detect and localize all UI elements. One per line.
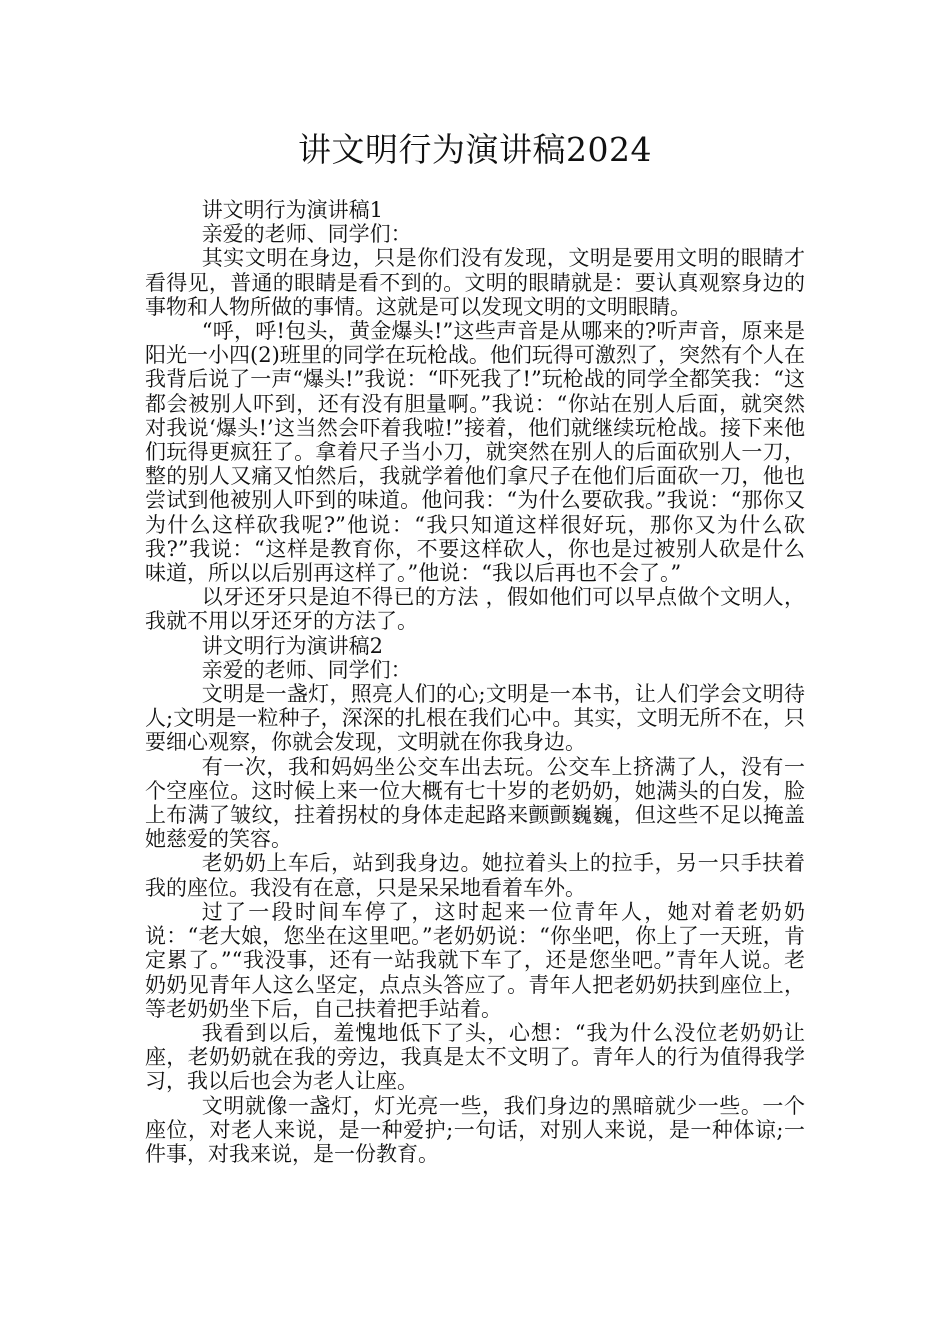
section-heading-2: 讲文明行为演讲稿2 xyxy=(201,633,384,658)
document-title: 讲文明行为演讲稿2024 xyxy=(298,130,652,169)
paragraph: 我看到以后，羞愧地低下了头，心想：“我为什么没位老奶奶让座，老奶奶就在我的旁边，我真是太不文明了。青年人的行为值得我学习，我以后也会为老人让座。 xyxy=(145,1020,805,1094)
salutation-1: 亲爱的老师、同学们： xyxy=(201,222,412,247)
salutation-2: 亲爱的老师、同学们： xyxy=(201,657,412,682)
paragraph: 文明就像一盏灯，灯光亮一些，我们身边的黑暗就少一些。一个座位，对老人来说，是一种爱护;一句话，对别人来说，是一种体谅;一件事，对我来说，是一份教育。 xyxy=(145,1093,805,1166)
paragraph: 有一次，我和妈妈坐公交车出去玩。公交车上挤满了人，没有一个空座位。这时候上来一位大概有七十岁的老奶奶，她满头的白发，脸上布满了皱纹，拄着拐杖的身体走起路来颤颤巍巍，但这些不足以掩盖她慈爱的笑容。 xyxy=(145,754,805,852)
paragraph: 其实文明在身边，只是你们没有发现，文明是要用文明的眼睛才看得见，普通的眼睛是看不到的。文明的眼睛就是：要认真观察身边的事物和人物所做的事情。这就是可以发现文明的文明眼睛。 xyxy=(145,246,805,319)
paragraph: 过了一段时间车停了，这时起来一位青年人，她对着老奶奶说：“老大娘，您坐在这里吧。”老奶奶说：“你坐吧，你上了一天班，肯定累了。”“我没事，还有一站我就下车了，还是您坐吧。”青年人说。老奶奶见青年人这么坚定，点点头答应了。青年人把老奶奶扶到座位上，等老奶奶坐下后，自己扶着把手站着。 xyxy=(145,899,805,1021)
paragraph: “呼，呼!包头，黄金爆头!”这些声音是从哪来的?听声音，原来是阳光一小四(2)班里的同学在玩枪战。他们玩得可激烈了，突然有个人在我背后说了一声“爆头!”我说：“吓死我了!”玩枪战的同学全都笑我：“这都会被别人吓到，还有没有胆量啊。”我说：“你站在别人后面，就突然对我说‘爆头!’这当然会吓着我啦!”接着，他们就继续玩枪战。接下来他们玩得更疯狂了。拿着尺子当小刀，就突然在别人的后面砍别人一刀，整的别人又痛又怕然后，我就学着他们拿尺子在他们后面砍一刀，他也尝试到他被别人吓到的味道。他问我：“为什么要砍我。”我说：“那你又为什么这样砍我呢?”他说：“我只知道这样很好玩，那你又为什么砍我?”我说：“这样是教育你，不要这样砍人，你也是过被别人砍是什么味道，所以以后别再这样了。”他说：“我以后再也不会了。” xyxy=(145,319,805,586)
document-body xyxy=(145,198,805,1166)
paragraph: 文明是一盏灯，照亮人们的心;文明是一本书，让人们学会文明待人;文明是一粒种子，深深的扎根在我们心中。其实，文明无所不在，只要细心观察，你就会发现，文明就在你我身边。 xyxy=(145,682,805,755)
section-heading-1: 讲文明行为演讲稿1 xyxy=(201,198,384,222)
paragraph: 老奶奶上车后，站到我身边。她拉着头上的拉手，另一只手扶着我的座位。我没有在意，只是呆呆地看着车外。 xyxy=(145,851,805,900)
paragraph: 以牙还牙只是迫不得已的方法 ，假如他们可以早点做个文明人，我就不用以牙还牙的方法了。 xyxy=(145,585,805,634)
